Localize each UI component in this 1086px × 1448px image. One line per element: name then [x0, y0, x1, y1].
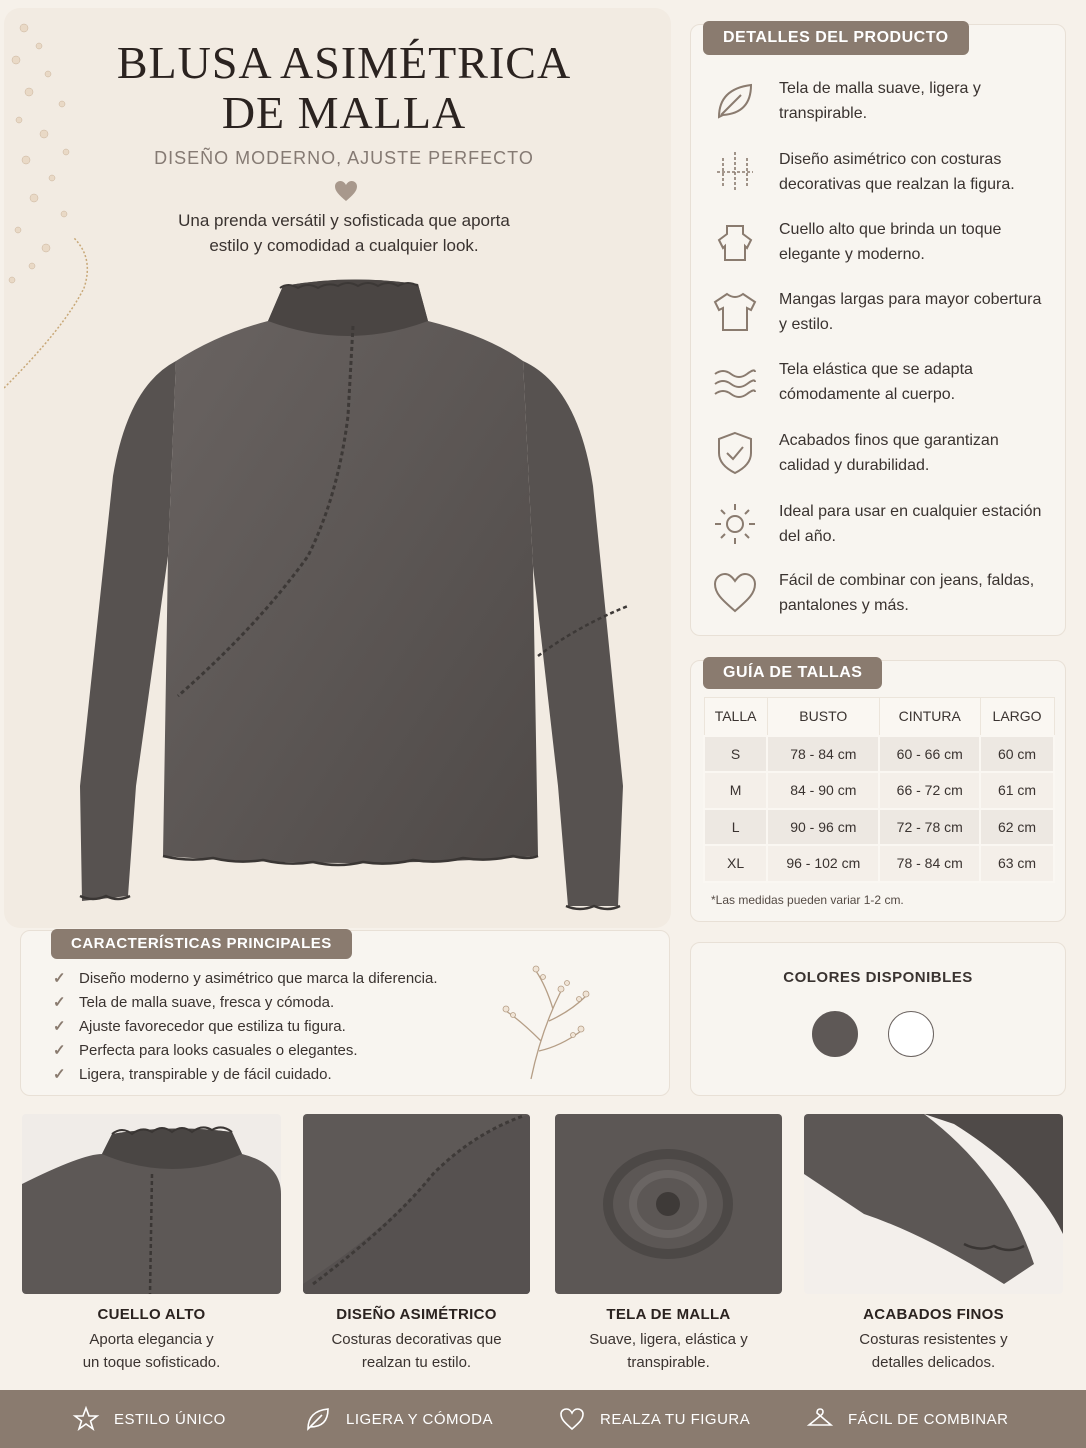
asymmetric-seam-icon: [711, 148, 759, 196]
list-item: ✓ Diseño moderno y asimétrico que marca la diferencia.: [53, 967, 438, 991]
list-item: ✓ Perfecta para looks casuales o elegantes.: [53, 1039, 438, 1063]
detail-item: Cuello alto que brinda un toque elegante y moderno.: [711, 212, 1061, 272]
color-swatch-white[interactable]: [888, 1011, 934, 1057]
check-icon: ✓: [53, 1042, 66, 1059]
product-description: Una prenda versátil y sofisticada que aporta estilo y comodidad a cualquier look.: [178, 211, 510, 255]
detail-item: Tela de malla suave, ligera y transpirable.: [711, 71, 1061, 131]
detail-item: Tela elástica que se adapta cómodamente al cuerpo.: [711, 352, 1061, 412]
footer-item-light-comfortable: LIGERA Y CÓMODA: [304, 1390, 493, 1448]
size-table: [703, 697, 1055, 883]
thumb-description: Aporta elegancia y un toque sofisticado.: [82, 1331, 221, 1371]
table-row: S 78 - 84 cm 60 - 66 cm 60 cm: [704, 736, 1054, 773]
check-icon: ✓: [53, 1018, 66, 1035]
hanger-icon: [806, 1405, 834, 1433]
detail-item: Fácil de combinar con jeans, faldas, pantalones y más.: [711, 563, 1061, 623]
check-icon: ✓: [53, 970, 66, 987]
table-row: L 90 - 96 cm 72 - 78 cm 62 cm: [704, 809, 1054, 846]
hero-panel: [4, 8, 671, 928]
feature-list: [53, 967, 438, 1087]
footer-item-easy-to-combine: FÁCIL DE COMBINAR: [806, 1390, 1008, 1448]
list-item: ✓ Ligera, transpirable y de fácil cuidado.: [53, 1063, 438, 1087]
detail-item: Acabados finos que garantizan calidad y durabilidad.: [711, 423, 1061, 483]
thumb-image-mesh-fabric: [555, 1114, 782, 1294]
check-icon: ✓: [53, 1066, 66, 1083]
footer-item-unique-style: ESTILO ÚNICO: [72, 1390, 226, 1448]
colors-heading: COLORES DISPONIBLES: [783, 969, 973, 986]
thumb-image-fine-finishes: [804, 1114, 1063, 1294]
shield-check-icon: [711, 429, 759, 477]
high-neck-icon: [711, 218, 759, 266]
thumb-description: Costuras decorativas que realzan tu estilo.: [331, 1331, 502, 1371]
heart-icon: [558, 1405, 586, 1433]
table-header-row: TALLA BUSTO CINTURA LARGO: [704, 698, 1054, 736]
leaf-icon: [711, 77, 759, 125]
color-swatch-gray[interactable]: [812, 1011, 858, 1057]
size-guide-panel: [690, 660, 1066, 922]
thumb-title: DISEÑO ASIMÉTRICO: [336, 1306, 497, 1323]
sun-icon: [711, 500, 759, 548]
product-title: BLUSA ASIMÉTRICA DE MALLA: [116, 37, 572, 138]
detail-item: Ideal para usar en cualquier estación del año.: [711, 494, 1061, 554]
thumb-description: Suave, ligera, elástica y transpirable.: [589, 1331, 748, 1371]
thumb-title: TELA DE MALLA: [606, 1306, 731, 1323]
thumb-title: ACABADOS FINOS: [863, 1306, 1004, 1323]
product-subtitle: DISEÑO MODERNO, AJUSTE PERFECTO: [154, 148, 534, 168]
footer-item-enhance-figure: REALZA TU FIGURA: [558, 1390, 750, 1448]
thumb-image-asymmetric-seam: [303, 1114, 530, 1294]
table-row: M 84 - 90 cm 66 - 72 cm 61 cm: [704, 772, 1054, 809]
check-icon: ✓: [53, 994, 66, 1011]
footer-bar: [0, 1390, 1086, 1448]
detail-item: Mangas largas para mayor cobertura y estilo.: [711, 282, 1061, 342]
heart-icon: [711, 569, 759, 617]
details-heading: DETALLES DEL PRODUCTO: [703, 21, 969, 55]
flower-sprig-decoration: [491, 951, 601, 1081]
detail-item: Diseño asimétrico con costuras decorativas que realzan la figura.: [711, 142, 1061, 202]
list-item: ✓ Ajuste favorecedor que estiliza tu figura.: [53, 1015, 438, 1039]
features-heading: CARACTERÍSTICAS PRINCIPALES: [51, 929, 352, 959]
product-image-blouse: [18, 266, 671, 926]
available-colors-panel: [690, 942, 1066, 1096]
size-guide-heading: GUÍA DE TALLAS: [703, 657, 882, 689]
key-features-panel: [20, 930, 670, 1096]
table-row: XL 96 - 102 cm 78 - 84 cm 63 cm: [704, 845, 1054, 882]
product-details-panel: [690, 24, 1066, 636]
thumb-description: Costuras resistentes y detalles delicados.: [859, 1331, 1008, 1371]
size-note: *Las medidas pueden variar 1-2 cm.: [711, 893, 904, 907]
thumb-title: CUELLO ALTO: [97, 1306, 206, 1323]
waves-icon: [711, 358, 759, 406]
leaf-icon: [304, 1405, 332, 1433]
thumb-image-high-neck: [22, 1114, 281, 1294]
shirt-icon: [711, 288, 759, 336]
list-item: ✓ Tela de malla suave, fresca y cómoda.: [53, 991, 438, 1015]
star-icon: [72, 1405, 100, 1433]
heart-icon: [334, 180, 358, 202]
